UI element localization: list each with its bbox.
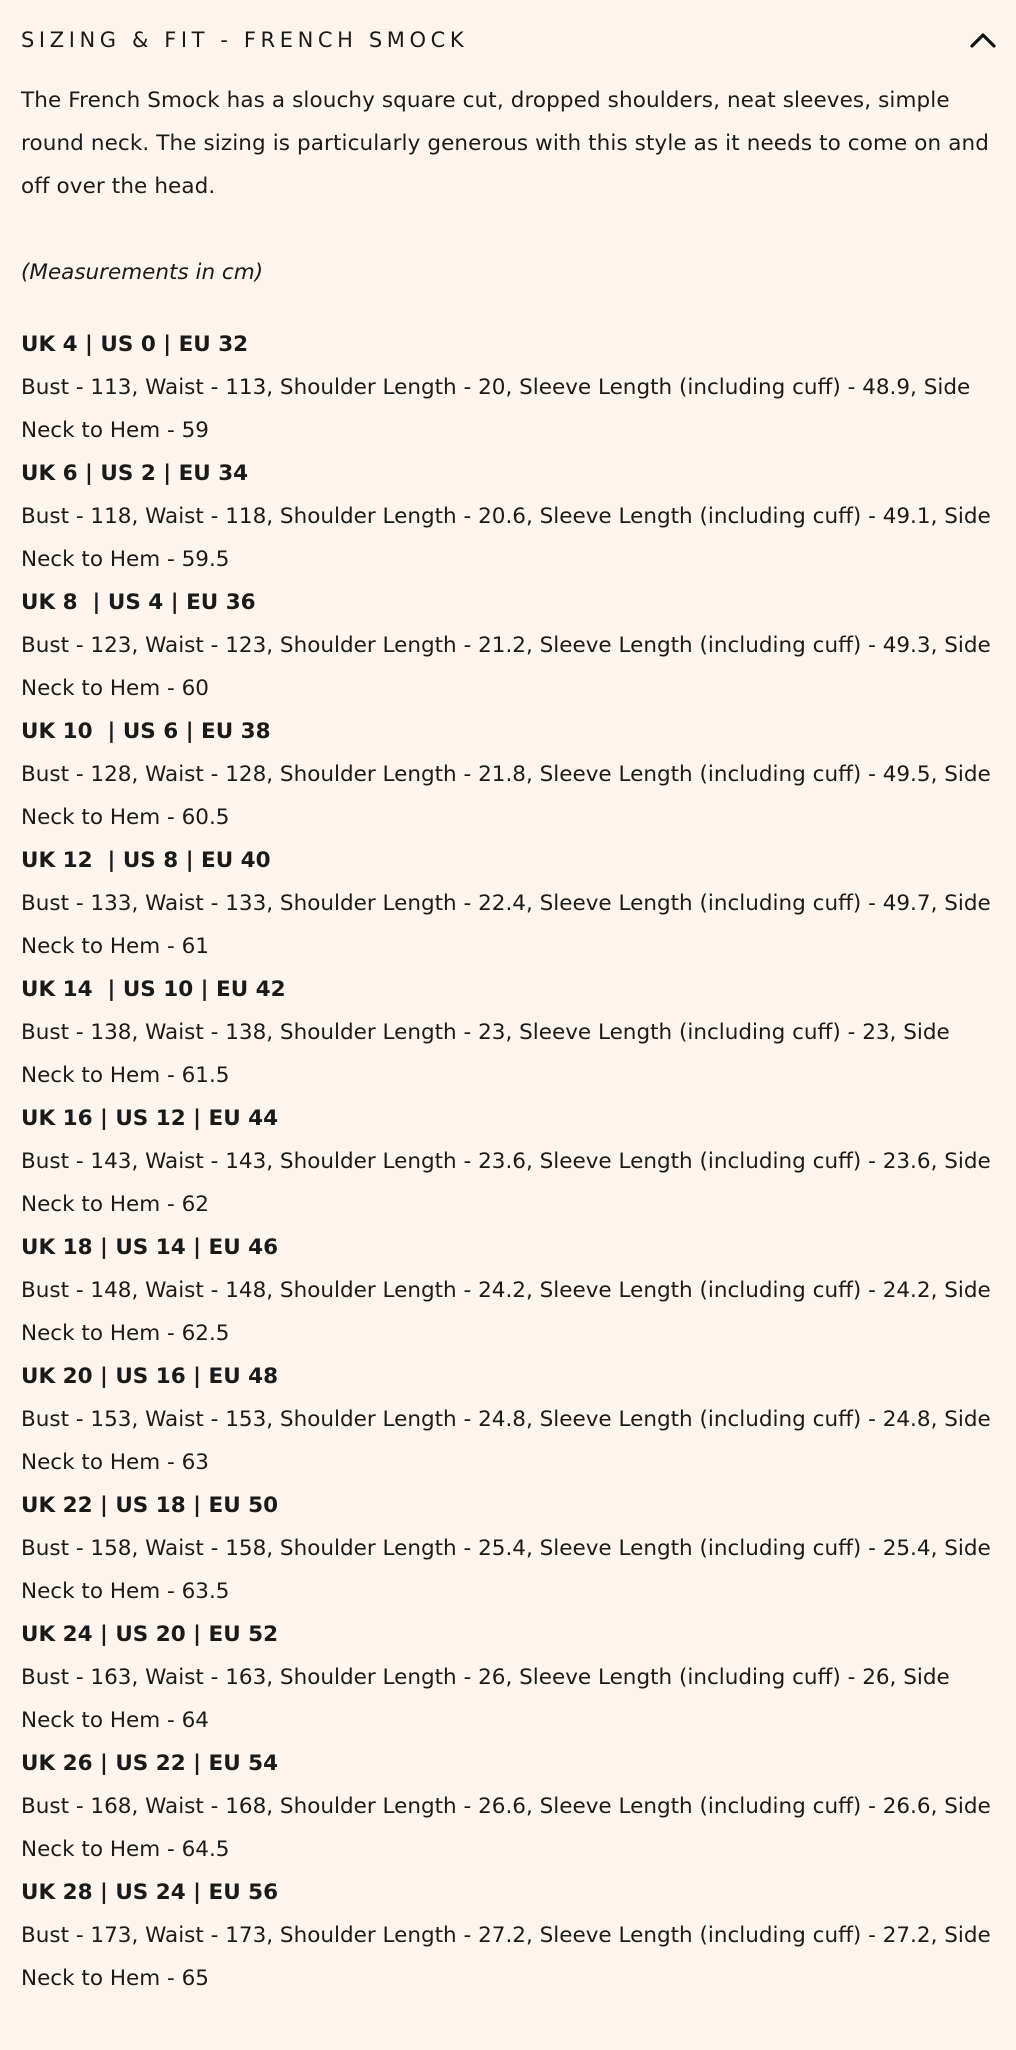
- size-measurements: Bust - 123, Waist - 123, Shoulder Length - 21.2, Sleeve Length (including cuff) - 49.3, Side Neck to Hem - 60: [21, 633, 991, 701]
- size-measurements: Bust - 153, Waist - 153, Shoulder Length - 24.8, Sleeve Length (including cuff) - 24.8, Side Neck to Hem - 63: [21, 1407, 991, 1475]
- size-title: UK 6 | US 2 | EU 34: [21, 461, 249, 486]
- section-title: SIZING & FIT - FRENCH SMOCK: [21, 28, 469, 52]
- chevron-up-icon[interactable]: [963, 20, 1003, 60]
- size-measurements: Bust - 118, Waist - 118, Shoulder Length - 20.6, Sleeve Length (including cuff) - 49.1, Side Neck to Hem - 59.5: [21, 504, 991, 572]
- size-measurements: Bust - 138, Waist - 138, Shoulder Length - 23, Sleeve Length (including cuff) - 23, Side Neck to Hem - 61.5: [21, 1020, 950, 1088]
- size-measurements: Bust - 168, Waist - 168, Shoulder Length - 26.6, Sleeve Length (including cuff) - 26.6, Side Neck to Hem - 64.5: [21, 1794, 991, 1862]
- size-item: [21, 1742, 998, 1871]
- accordion-content: [21, 79, 998, 2000]
- intro-text: The French Smock has a slouchy square cut, dropped shoulders, neat sleeves, simple round neck. The sizing is particularly generous with this style as it needs to come on and off over the head.: [21, 88, 989, 199]
- size-item: [21, 323, 998, 452]
- measurement-note: (Measurements in cm): [21, 260, 264, 285]
- size-measurements: Bust - 113, Waist - 113, Shoulder Length - 20, Sleeve Length (including cuff) - 48.9, Side Neck to Hem - 59: [21, 375, 971, 443]
- size-measurements: Bust - 133, Waist - 133, Shoulder Length - 22.4, Sleeve Length (including cuff) - 49.7, Side Neck to Hem - 61: [21, 891, 991, 959]
- size-item: [21, 1484, 998, 1613]
- size-title: UK 8 | US 4 | EU 36: [21, 590, 256, 615]
- size-item: [21, 1355, 998, 1484]
- size-item: [21, 1613, 998, 1742]
- size-title: UK 24 | US 20 | EU 52: [21, 1622, 279, 1647]
- size-title: UK 10 | US 6 | EU 38: [21, 719, 271, 744]
- size-title: UK 14 | US 10 | EU 42: [21, 977, 286, 1002]
- size-title: UK 4 | US 0 | EU 32: [21, 332, 249, 357]
- size-title: UK 28 | US 24 | EU 56: [21, 1880, 279, 1905]
- size-measurements: Bust - 173, Waist - 173, Shoulder Length - 27.2, Sleeve Length (including cuff) - 27.2, Side Neck to Hem - 65: [21, 1923, 991, 1991]
- size-item: [21, 452, 998, 581]
- size-list: [21, 323, 998, 2000]
- size-item: [21, 710, 998, 839]
- size-title: UK 20 | US 16 | EU 48: [21, 1364, 279, 1389]
- size-item: [21, 1097, 998, 1226]
- size-title: UK 26 | US 22 | EU 54: [21, 1751, 279, 1776]
- size-item: [21, 581, 998, 710]
- size-item: [21, 1226, 998, 1355]
- size-title: UK 18 | US 14 | EU 46: [21, 1235, 279, 1260]
- size-title: UK 12 | US 8 | EU 40: [21, 848, 271, 873]
- size-measurements: Bust - 148, Waist - 148, Shoulder Length - 24.2, Sleeve Length (including cuff) - 24.2, Side Neck to Hem - 62.5: [21, 1278, 991, 1346]
- size-title: UK 16 | US 12 | EU 44: [21, 1106, 279, 1131]
- size-measurements: Bust - 163, Waist - 163, Shoulder Length - 26, Sleeve Length (including cuff) - 26, Side Neck to Hem - 64: [21, 1665, 950, 1733]
- size-item: [21, 839, 998, 968]
- size-measurements: Bust - 128, Waist - 128, Shoulder Length - 21.8, Sleeve Length (including cuff) - 49.5, Side Neck to Hem - 60.5: [21, 762, 991, 830]
- size-measurements: Bust - 158, Waist - 158, Shoulder Length - 25.4, Sleeve Length (including cuff) - 25.4, Side Neck to Hem - 63.5: [21, 1536, 991, 1604]
- size-measurements: Bust - 143, Waist - 143, Shoulder Length - 23.6, Sleeve Length (including cuff) - 23.6, Side Neck to Hem - 62: [21, 1149, 991, 1217]
- size-item: [21, 968, 998, 1097]
- size-item: [21, 1871, 998, 2000]
- size-title: UK 22 | US 18 | EU 50: [21, 1493, 279, 1518]
- accordion-header[interactable]: [21, 20, 995, 60]
